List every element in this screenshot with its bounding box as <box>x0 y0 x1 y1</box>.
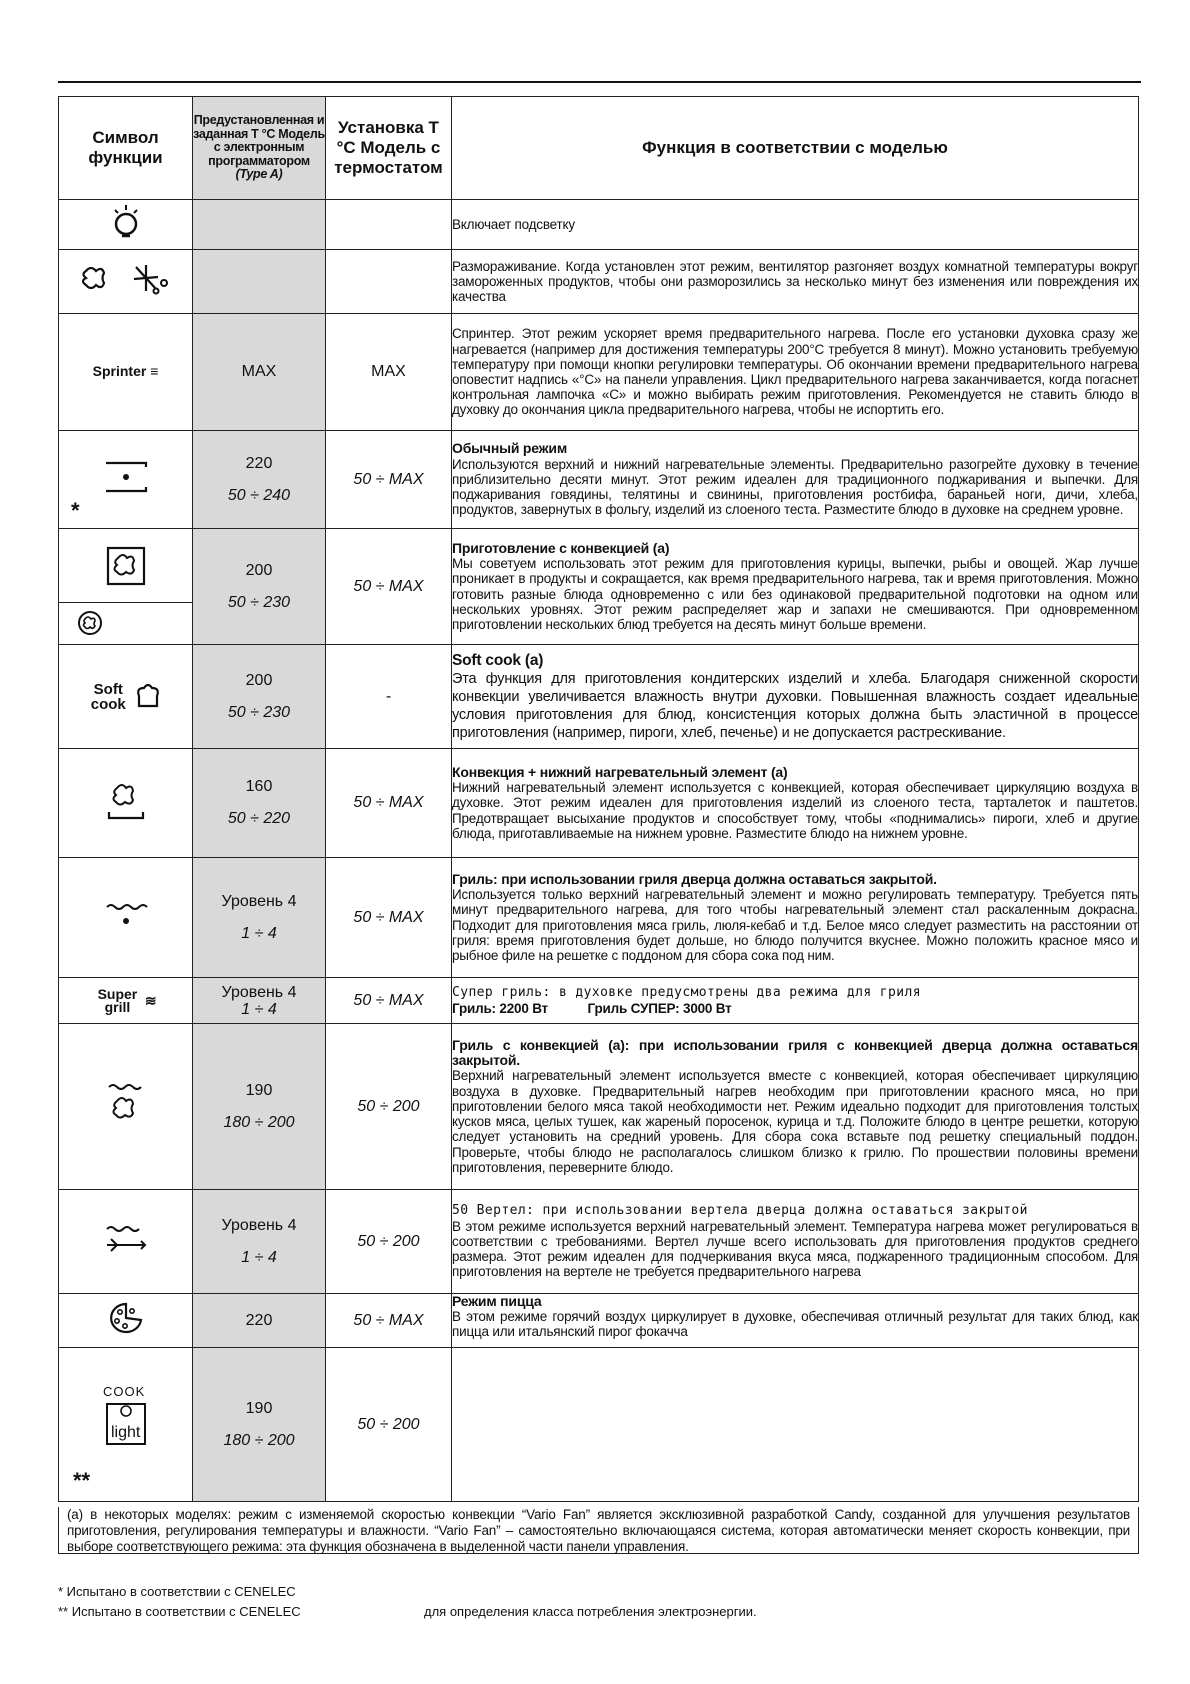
table-row <box>59 749 1139 858</box>
row-desc: Режим пицца В этом режиме горячий воздух циркулирует в духовке, обеспечивая отличный результат для таких блюд, как пицца или итальянский пирог фокачча <box>452 1294 1139 1348</box>
table-header <box>59 97 1139 200</box>
functions-table <box>58 96 1139 1502</box>
preset-value: 200 50 ÷ 230 <box>193 645 326 749</box>
star-mark: * <box>71 498 80 523</box>
table-row <box>59 1348 1139 1502</box>
row-desc: Гриль: при использовании гриля дверца должна оставаться закрытой. Используется только верхний нагревательный элемент и можно регулировать температуру. Требуется пять минут предварительного нагрева, для того чтобы нагревательный элемент стал раскаленным докрасна. Подходит для приготовления мяса гриль, люля-кебаб и т.д. Белое мясо следует разместить на расстоянии от гриля: время приготовления будет дольше, но блюдо получится вкуснее. Можно положить красное мясо и рыбное филе на решетке с поддоном для сбора сока под ним. <box>452 858 1139 978</box>
top-rule <box>58 81 1141 83</box>
table-row <box>59 250 1139 314</box>
thermo-value: 50 ÷ MAX <box>326 858 452 978</box>
pizza-icon <box>59 1294 193 1348</box>
table-row <box>59 858 1139 978</box>
row-desc: 50 Вертел: при использовании вертела дверца должна оставаться закрытой В этом режиме используется верхний нагревательный элемент. Температура нагрева может регулироваться в соответствии с требованиями. Вертел лучше всего использовать для приготовления продуктов среднего размера. Этот режим идеален для подчеркивания вкуса мяса, поджаренного традиционным способом. Для приготовления на вертеле не требуется предварительного нагрева <box>452 1190 1139 1294</box>
table-row <box>59 1190 1139 1294</box>
thermo-value: 50 ÷ MAX <box>326 529 452 645</box>
preset-value: MAX <box>193 314 326 431</box>
row-desc: Включает подсветку <box>452 200 1139 250</box>
header-preset-text: Предустановленная и заданная T °C Модель с электронным программатором <box>193 113 325 168</box>
star-mark: ** <box>73 1467 91 1493</box>
rotisserie-icon <box>59 1190 193 1294</box>
footnote-1: * Испытано в соответствии с CENELEC <box>58 1584 296 1599</box>
defrost-icon <box>59 250 193 314</box>
preset-value: Уровень 4 1 ÷ 4 <box>193 1190 326 1294</box>
sprinter-icon: Sprinter ≡ <box>59 314 193 431</box>
conventional-icon <box>59 431 193 529</box>
thermo-value: 50 ÷ 200 <box>326 1348 452 1502</box>
thermo-value: 50 ÷ 200 <box>326 1024 452 1190</box>
thermo-value: MAX <box>326 314 452 431</box>
header-symbol: Символ функции <box>59 97 193 200</box>
soft-cook-icon: Soft cook <box>59 645 193 749</box>
bulb-icon <box>59 200 193 250</box>
row-desc: Спринтер. Этот режим ускоряет время предварительного нагрева. После его установки духовка сразу же нагревается (например для достижения температуры 200°C требуется 8 минут). Можно установить требуемую температуру при помощи кнопки регулировки температуры. Об окончании времени предварительного нагрева оповестит надпись «°С» на панели управления. Цикл предварительного нагрева заканчивается, когда погаснет контрольная лампочка «С» и можно выбирать режим приготовления. Рекомендуется не ставить блюдо в духовку до окончания цикла предварительного нагрева, чтобы не испортить его. <box>452 314 1139 431</box>
thermo-value: 50 ÷ MAX <box>326 978 452 1024</box>
header-preset-type: (Type A) <box>235 167 283 182</box>
footnote-3: для определения класса потребления электроэнергии. <box>424 1604 757 1619</box>
row-desc <box>452 1348 1139 1502</box>
preset-value: Уровень 4 1 ÷ 4 <box>193 858 326 978</box>
grill-fan-icon <box>59 1024 193 1190</box>
row-desc: Супер гриль: в духовке предусмотрены два режима для гриля Гриль: 2200 Вт Гриль СУПЕР: 3000 Вт <box>452 978 1139 1024</box>
thermo-value: 50 ÷ MAX <box>326 1294 452 1348</box>
footnote-2: ** Испытано в соответствии с CENELEC <box>58 1604 301 1619</box>
row-desc: Приготовление с конвекцией (a) Мы советуем использовать этот режим для приготовления курицы, выпечки, рыбы и овощей. Жар лучше проникает в продукты и сокращается, как время предварительного нагрева, так и время приготовления. Можно готовить разные блюда одновременно с или без одинаковой предварительной подготовки на одном или нескольких уровнях. Этот режим распределяет жар и запахи не смешиваются. При одновременном приготовлении нескольких блюд требуется на десять минут больше времени. <box>452 529 1139 645</box>
row-desc: Конвекция + нижний нагревательный элемент (a) Нижний нагревательный элемент используется с конвекцией, которая обеспечивает циркуляцию воздуха в духовке. Этот режим идеален для приготовления изделий из слоеного теста, тарталеток и паштетов. Предотвращает высыхание продуктов и способствует тому, чтобы «поднимались» пироги, хлеб и другие блюда, приготавливаемые на нижнем уровне. Разместите блюдо на нижнем уровне. <box>452 749 1139 858</box>
header-preset <box>193 97 326 200</box>
header-thermostat: Установка T °C Модель с термостатом <box>326 97 452 200</box>
vario-fan-note: (a) в некоторых моделях: режим с изменяемой скоростью конвекции “Vario Fan” является эксклюзивной разработкой Candy, созданной для улучшения результатов приготовления, регулирования температуры и влажности. “Vario Fan” – самостоятельно включающаяся система, которая автоматически меняет скорость конвекции, при выборе соответствующего режима: эта функция обозначена в выделенной части панели управления. <box>58 1507 1139 1554</box>
preset-value: Уровень 4 1 ÷ 4 <box>193 978 326 1024</box>
thermo-value: 50 ÷ MAX <box>326 749 452 858</box>
preset-value: 220 50 ÷ 240 <box>193 431 326 529</box>
table-row <box>59 314 1139 431</box>
table-row <box>59 645 1139 749</box>
row-desc: Гриль с конвекцией (а): при использовании гриля с конвекцией дверца должна оставаться закрытой. Верхний нагревательный элемент используется вместе с конвекцией, которая обеспечивает циркуляцию воздуха в духовке. Предварительный нагрев необходим при приготовлении красного мяса, но при приготовлении белого мяса такой необходимости нет. Режим идеально подходит для приготовления толстых кусков мяса, целых тушек, как жареный поросенок, курица и т.д. Положите блюдо в центре решетки, которую следует установить на средний уровень. Для сбора сока вставьте под решетку специальный поддон. Проверьте, чтобы блюдо не располагалось слишком близко к грилю. По прошествии половины времени приготовления, переверните блюдо. <box>452 1024 1139 1190</box>
preset-value: 220 <box>193 1294 326 1348</box>
preset-value: 200 50 ÷ 230 <box>193 529 326 645</box>
preset-value: 160 50 ÷ 220 <box>193 749 326 858</box>
preset-value: 190 180 ÷ 200 <box>193 1024 326 1190</box>
table-row <box>59 1024 1139 1190</box>
cook-light-icon: COOK light ** <box>59 1348 193 1502</box>
row-desc: Soft cook (a) Эта функция для приготовления кондитерских изделий и хлеба. Благодаря сниженной скорости конвекции увеличивается влажность внутри духовки. Повышенная влажность создает идеальные условия приготовления для блюд, консистенция которых должна быть эластичной в процессе приготовления (например, пироги, хлеб, печенье) и не допускается растрескивание. <box>452 645 1139 749</box>
table-row <box>59 431 1139 529</box>
super-grill-icon: Super grill ≋ <box>59 978 193 1024</box>
header-function: Функция в соответствии с моделью <box>452 97 1139 200</box>
fan-bottom-icon <box>59 749 193 858</box>
table-row <box>59 978 1139 1024</box>
thermo-value: 50 ÷ MAX <box>326 431 452 529</box>
preset-value: 190 180 ÷ 200 <box>193 1348 326 1502</box>
fan-convection-icon <box>59 529 193 645</box>
thermo-value: - <box>326 645 452 749</box>
thermo-value: 50 ÷ 200 <box>326 1190 452 1294</box>
row-desc: Размораживание. Когда установлен этот режим, вентилятор разгоняет воздух комнатной температуры вокруг замороженных продуктов, чтобы они разморозились за несколько минут без изменения или повреждения их качества <box>452 250 1139 314</box>
table-row <box>59 529 1139 645</box>
row-desc: Обычный режим Используются верхний и нижний нагревательные элементы. Предварительно разогрейте духовку в течение приблизительно десяти минут. Этот режим идеален для традиционного поджаривания и выпечки. Для поджаривания говядины, телятины и свинины, приготовления ростбифа, бараньей ноги, дичи, хлеба, продуктов, завернутых в фольгу, изделий из слоеного теста. Разместите блюдо в духовке на среднем уровне. <box>452 431 1139 529</box>
table-row <box>59 1294 1139 1348</box>
grill-icon <box>59 858 193 978</box>
table-row <box>59 200 1139 250</box>
